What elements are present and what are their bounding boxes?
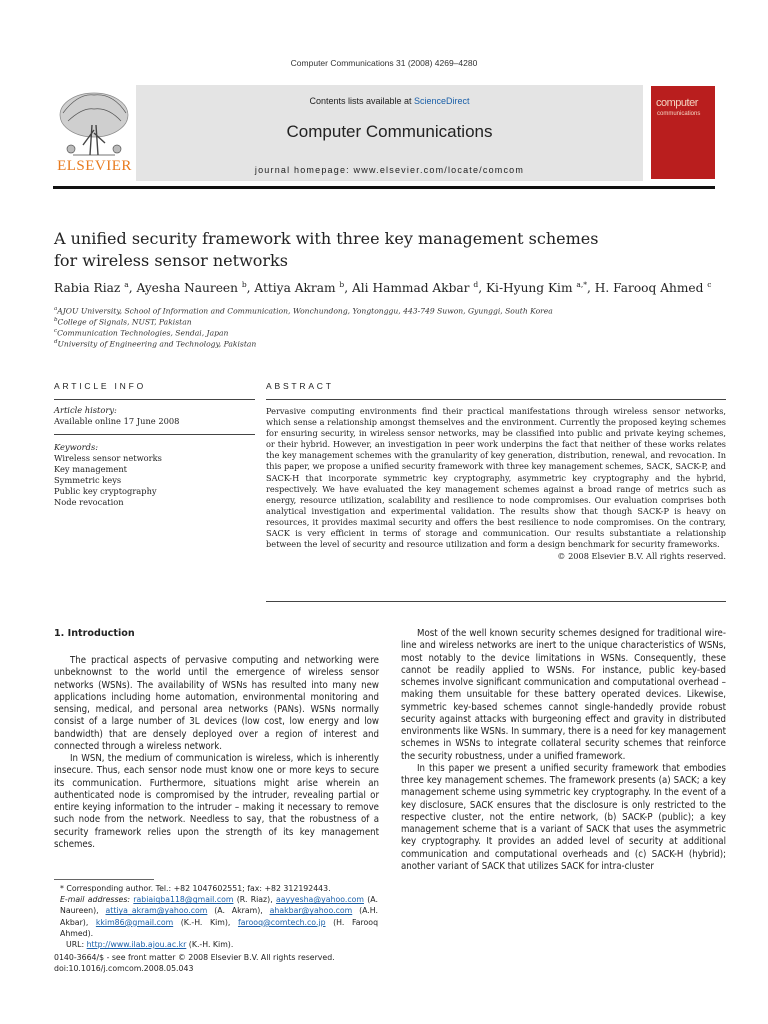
- article-info-divider: [54, 434, 255, 435]
- email-link[interactable]: ahakbar@yahoo.com: [269, 906, 353, 916]
- email-link[interactable]: kkim86@gmail.com: [95, 917, 174, 927]
- keyword: Key management: [54, 464, 127, 474]
- journal-title: Computer Communications: [286, 122, 493, 141]
- footnote: [54, 883, 378, 950]
- affiliation-text: University of Engineering and Technology, Pakistan: [57, 339, 257, 349]
- keyword: Symmetric keys: [54, 475, 122, 485]
- journal-homepage[interactable]: journal homepage: www.elsevier.com/locate/comcom: [254, 165, 525, 175]
- intro-paragraph: In WSN, the medium of communication is wireless, which is inherently insecure. Thus, each sensor node must know one or more keys to secure its communication. Furthermore, situations might arise wherein an authenticated node is compromised by the intruder, revealing partial or entire keying information to the intruder – making it necessary to remove such node from the network. Needless to say, that the robustness of a security framework relies upon the strength of its key management schemes.: [54, 753, 379, 850]
- author-affiliation-marker[interactable]: b: [339, 280, 345, 289]
- email-owner: (A. Naureen),: [60, 895, 378, 916]
- paper-title-line-1: A unified security framework with three key management schemes: [54, 229, 599, 248]
- contents-prefix: Contents lists available at: [309, 96, 415, 106]
- journal-cover-thumbnail[interactable]: [651, 86, 715, 179]
- email-link[interactable]: rabiaiqba118@gmail.com: [133, 895, 234, 905]
- copyright-notice: © 2008 Elsevier B.V. All rights reserved.: [557, 551, 726, 562]
- url-line: [54, 939, 378, 950]
- sciencedirect-link[interactable]: ScienceDirect: [414, 96, 470, 106]
- author-separator: ,: [246, 281, 255, 296]
- email-link[interactable]: aayyesha@yahoo.com: [275, 895, 364, 905]
- affiliation-marker: d: [54, 339, 58, 345]
- keyword-list: [54, 453, 162, 508]
- abstract-body: Pervasive computing environments find their practical manifestations through wireless sensor networks, which sense a relationship amongst themselves and the environment. Currently the proposed keying schemes for ensuring security, in wireless sensor networks, may be classified into public and private keying schemes, or their hybrid. However, an investigation in peer work underpins the fact that neither of these works relates the key management schemes with the granularity of key generation, distribution, renewal, and revocation. In this paper, we propose a unified security framework with three key management schemes, SACK, SACK-P, and SACK-H that incorporate symmetric key cryptography, asymmetric key cryptography and the hybrid, respectively. We have evaluated the key management schemes against a broad range of metrics such as energy, resource utilization, scalability and resilience to node compromises. Our evaluation comprises both analytical investigation and experimental validation. The results show that though SACK-P is heavy on resources, it provides maximal security and offers the best resilience to node compromises. On the contrary, SACK is very efficient in terms of storage and communication. Our results substantiate a relationship between the level of security and resource utilization and form a design benchmark for security frameworks.: [266, 406, 726, 550]
- cover-title: computer: [656, 97, 698, 109]
- intro-left-column: [54, 655, 379, 851]
- intro-right-column: [401, 628, 726, 873]
- author-name: Attiya Akram: [254, 281, 340, 296]
- keyword: Public key cryptography: [54, 486, 157, 496]
- affiliation: [54, 328, 654, 338]
- abstract-text: [266, 406, 726, 562]
- author-name: Rabia Riaz: [54, 281, 125, 296]
- author-affiliation-marker[interactable]: a: [124, 280, 129, 289]
- elsevier-logo[interactable]: [53, 85, 136, 181]
- paper-title: [54, 228, 714, 272]
- footnote-rule: [54, 879, 154, 880]
- author-name: Ayesha Naureen: [136, 281, 242, 296]
- elsevier-tree-icon: [53, 85, 136, 163]
- author-affiliation-marker[interactable]: c: [707, 280, 712, 289]
- affiliation: [54, 317, 654, 327]
- email-owner: (H. Farooq Ahmed).: [60, 917, 379, 938]
- intro-paragraph: In this paper we present a unified security framework that embodies three key management schemes. The framework presents (a) SACK; a key management scheme using symmetric key cryptography. In the event of a key disclosure, SACK ensures that the disclosure is only restricted to the respective cluster, not the entire network, (b) SACK-P (public); a key management scheme that is a variant of SACK that uses the asymmetric key cryptography. It provides an added level of security at additional communication and computational overheads and (c) SACK-H (hybrid); another variant of SACK that utilizes SACK for intra-cluster: [401, 762, 726, 872]
- email-link[interactable]: farooq@comtech.co.jp: [237, 917, 326, 927]
- keywords-label: Keywords:: [54, 442, 99, 452]
- affiliation-marker: a: [54, 306, 58, 312]
- article-info-rule: [54, 399, 255, 400]
- url-owner: (K.-H. Kim).: [188, 940, 234, 950]
- corresponding-author-note: * Corresponding author. Tel.: +82 1047602551; fax: +82 312192443.: [60, 884, 331, 893]
- affiliation: [54, 306, 654, 316]
- author-name: Ali Hammad Akbar: [351, 281, 474, 296]
- header-divider: [53, 186, 715, 189]
- author-separator: ,: [128, 281, 137, 296]
- author-list: [54, 280, 724, 295]
- section-heading-introduction: 1. Introduction: [54, 628, 135, 639]
- issn-line: 0140-3664/$ - see front matter © 2008 Elsevier B.V. All rights reserved.: [54, 953, 335, 962]
- doi-line[interactable]: doi:10.1016/j.comcom.2008.05.043: [54, 964, 194, 973]
- author-name: H. Farooq Ahmed: [594, 281, 708, 296]
- article-info-heading: ARTICLE INFO: [54, 381, 147, 391]
- keyword: Wireless sensor networks: [54, 453, 162, 463]
- intro-paragraph: Most of the well known security schemes designed for traditional wire-line and wireless networks are inert to the unique characteristics of WSNs, most notably to the device limitations in WSNs. Consequently, these cannot be readily applied to WSNs. For instance, public key-based schemes involve significant communication and computational overhead – making them unsuitable for these battery operated devices. Likewise, symmetric key-based schemes cannot single-handedly provide robust security against attacks with burgeoning effect and gravity in distributed environments like WSNs. In summary, there is a need for key management schemes in WSNs to integrate collateral security schemes that reinforce the security robustness, under a unified framework.: [401, 628, 726, 762]
- email-owner: (A. Akram),: [207, 906, 270, 916]
- affiliation-text: AJOU University, School of Information and Communication, Wonchundong, Yongtonggu, 443-749 Suwon, Gyunggi, South Korea: [57, 306, 553, 316]
- article-history-value: Available online 17 June 2008: [54, 416, 180, 426]
- intro-paragraph: The practical aspects of pervasive computing and networking were unbeknownst to the world until the emergence of wireless sensor networks (WSNs). The availability of WSNs has resulted into many new applications including home automation, environmental monitoring and sensing, medical, and personal area networks (PANs). WSNs normally consist of a large number of 3L devices (low cost, low energy and low bandwidth) that are densely deployed over a region of interest and connected through a wireless network.: [54, 655, 379, 752]
- article-history-label: Article history:: [54, 405, 117, 415]
- affiliation-marker: b: [54, 317, 58, 323]
- affiliation-text: College of Signals, NUST, Pakistan: [57, 317, 192, 327]
- abstract-heading: ABSTRACT: [266, 381, 334, 391]
- elsevier-wordmark: ELSEVIER: [57, 158, 132, 174]
- author-separator: ,: [587, 281, 595, 296]
- url-label: URL:: [66, 940, 85, 950]
- email-owner: (K.-H. Kim),: [173, 917, 238, 927]
- keyword: Node revocation: [54, 497, 124, 507]
- email-addresses: [54, 894, 378, 939]
- author-separator: ,: [478, 281, 486, 296]
- affiliation-marker: c: [54, 328, 58, 334]
- author-separator: ,: [344, 281, 352, 296]
- contents-availability: [136, 96, 643, 106]
- author-affiliation-marker[interactable]: d: [473, 280, 479, 289]
- abstract-bottom-rule: [266, 601, 726, 602]
- email-owner: (A.H. Akbar),: [60, 906, 379, 927]
- paper-title-line-2: for wireless sensor networks: [54, 251, 288, 270]
- email-label: E-mail addresses:: [60, 895, 134, 905]
- author-name: Ki-Hyung Kim: [485, 281, 577, 296]
- author-affiliation-marker[interactable]: b: [241, 280, 247, 289]
- author-affiliation-marker[interactable]: a,*: [576, 280, 587, 289]
- email-owner: (R. Riaz),: [233, 895, 276, 905]
- cover-subtitle: communications: [657, 111, 701, 117]
- email-link[interactable]: attiya_akram@yahoo.com: [105, 906, 208, 916]
- affiliation: [54, 339, 654, 349]
- journal-citation: Computer Communications 31 (2008) 4269–4280: [290, 58, 478, 68]
- affiliation-text: Communication Technologies, Sendai, Japan: [57, 328, 229, 338]
- author-url-link[interactable]: http://www.ilab.ajou.ac.kr: [86, 940, 187, 950]
- abstract-rule: [266, 399, 726, 400]
